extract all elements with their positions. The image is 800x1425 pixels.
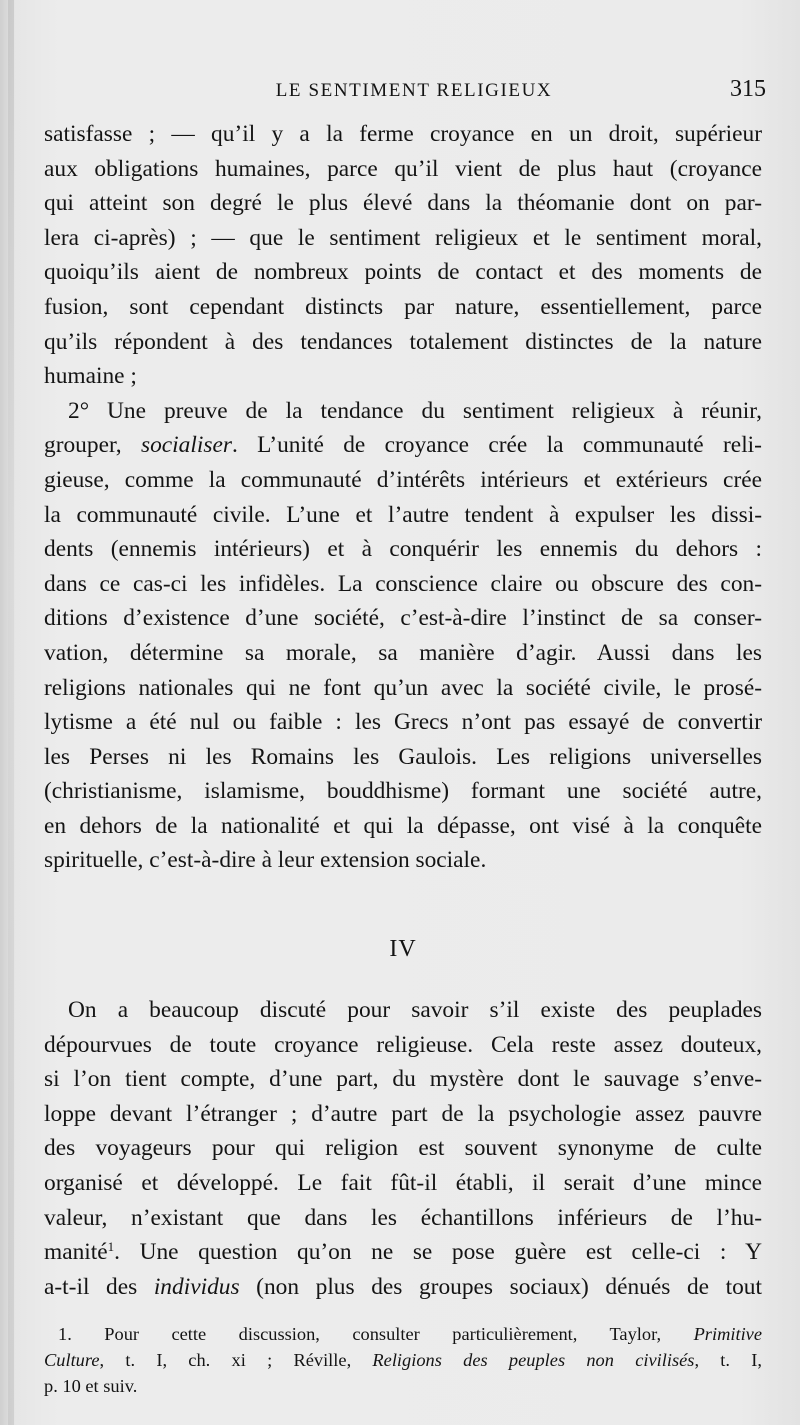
text-line: loppe devant l’étranger ; d’autre part de la psychologie assez pauvre xyxy=(44,1100,762,1127)
paragraph-1 xyxy=(44,117,762,394)
paragraph-2 xyxy=(44,394,762,878)
section-heading: IV xyxy=(389,936,417,962)
binding-shadow xyxy=(8,0,14,1425)
text-line: vation, détermine sa morale, sa manière d’agir. Aussi dans les xyxy=(44,639,762,666)
text-line: dans ce cas-ci les infidèles. La conscience claire ou obscure des con- xyxy=(44,570,762,597)
text-line: humaine ; xyxy=(44,363,137,390)
text-line: les Perses ni les Romains les Gaulois. Les religions universelles xyxy=(44,743,762,770)
text-run: . Une question qu’on ne se pose guère est celle-ci : Y xyxy=(114,1239,762,1266)
text-line: lytisme a été nul ou faible : les Grecs n’ont pas essayé de convertir xyxy=(44,709,762,736)
text-line: gieuse, comme la communauté d’intérêts intérieurs et extérieurs crée xyxy=(44,466,762,493)
running-title: LE SENTIMENT RELIGIEUX xyxy=(275,80,553,101)
paragraph-3 xyxy=(44,993,762,1304)
emphasis: Culture xyxy=(44,1350,100,1370)
text-run: grouper, xyxy=(44,432,141,459)
text-line: dépourvues de toute croyance religieuse. Cela reste assez douteux, xyxy=(44,1031,762,1058)
text-run: 1. Pour cette discussion, consulter particulièrement, Taylor, xyxy=(58,1324,694,1344)
text-line: ditions d’existence d’une société, c’est-à-dire l’instinct de sa conser- xyxy=(44,605,762,632)
text-line: lera ci-après) ; — que le sentiment religieux et le sentiment moral, xyxy=(44,224,762,251)
main-text xyxy=(44,117,762,878)
emphasis: socialiser xyxy=(141,432,232,459)
text-run: . L’unité de croyance crée la communauté reli- xyxy=(231,432,762,459)
text-line: organisé et développé. Le fait fût-il établi, il serait d’une mince xyxy=(44,1169,762,1196)
emphasis: Religions des peuples non civilisés xyxy=(372,1350,695,1370)
footnote-line xyxy=(44,1321,762,1347)
text-line xyxy=(44,1235,762,1270)
text-run: manité xyxy=(44,1239,108,1266)
text-line: (christianisme, islamisme, bouddhisme) formant une société autre, xyxy=(44,778,762,805)
text-line xyxy=(44,428,762,463)
text-run: (non plus des groupes sociaux) dénués de tout xyxy=(239,1273,762,1300)
text-line: 2° Une preuve de la tendance du sentiment religieux à réunir, xyxy=(68,397,762,424)
text-line: qui atteint son degré le plus élevé dans la théomanie dont on par- xyxy=(44,190,762,217)
section-text xyxy=(44,993,762,1304)
text-line: On a beaucoup discuté pour savoir s’il existe des peuplades xyxy=(68,997,762,1023)
text-line: en dehors de la nationalité et qui la dépasse, ont visé à la conquête xyxy=(44,812,762,839)
text-run: , t. I, ch. xi ; Réville, xyxy=(99,1350,373,1370)
text-line: valeur, n’existant que dans les échantillons inférieurs de l’hu- xyxy=(44,1204,762,1231)
text-line: dents (ennemis intérieurs) et à conquérir les ennemis du dehors : xyxy=(44,536,762,563)
text-line: spirituelle, c’est-à-dire à leur extension sociale. xyxy=(44,847,487,874)
text-line: la communauté civile. L’une et l’autre tendent à expulser les dissi- xyxy=(44,501,762,528)
text-line: qu’ils répondent à des tendances totalement distinctes de la nature xyxy=(44,328,762,355)
page-number: 315 xyxy=(730,76,766,102)
text-line: des voyageurs pour qui religion est souvent synonyme de culte xyxy=(44,1135,762,1162)
footnote-reference[interactable]: 1 xyxy=(107,1239,115,1255)
footnote xyxy=(44,1321,762,1399)
emphasis: individus xyxy=(153,1273,240,1300)
page-header xyxy=(44,78,766,108)
text-run: a-t-il des xyxy=(44,1273,154,1300)
text-line: aux obligations humaines, parce qu’il vient de plus haut (croyance xyxy=(44,155,762,182)
footnote-line: p. 10 et suiv. xyxy=(44,1376,138,1396)
text-run: , t. I, xyxy=(694,1350,762,1370)
emphasis: Primitive xyxy=(693,1324,762,1344)
text-line: satisfasse ; — qu’il y a la ferme croyance en un droit, supérieur xyxy=(44,121,762,147)
text-line: religions nationales qui ne font qu’un avec la société civile, le prosé- xyxy=(44,674,762,701)
footnote-line xyxy=(44,1347,762,1373)
text-line: si l’on tient compte, d’une part, du mystère dont le sauvage s’enve- xyxy=(44,1066,762,1093)
text-line: quoiqu’ils aient de nombreux points de contact et des moments de xyxy=(44,259,762,286)
text-line: fusion, sont cependant distincts par nature, essentiellement, parce xyxy=(44,293,762,320)
text-line xyxy=(44,1270,762,1305)
